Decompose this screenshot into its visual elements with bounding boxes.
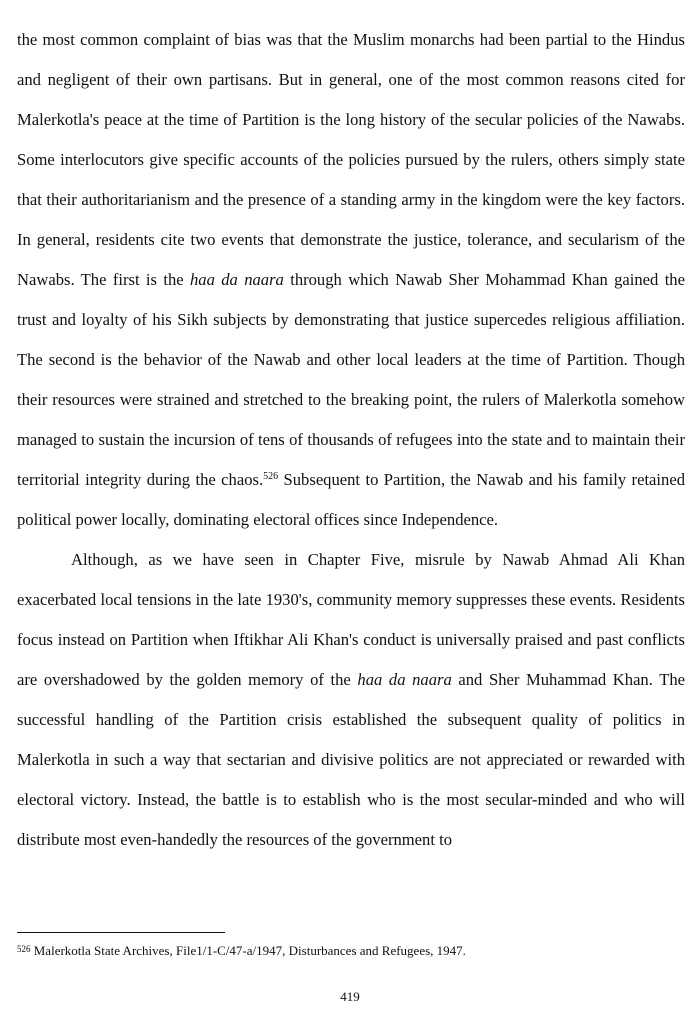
page-number: 419: [340, 989, 360, 1004]
paragraph-text: Although, as we have seen in Chapter Five, misrule by Nawab Ahmad Ali Khan exacerbated local tensions in the late 1930's, community memory suppresses these events. Residents focus instead on Partition when Iftikhar Ali Khan's conduct is universally praised and past conflicts are overshadowed by the golden memory of the: [17, 550, 685, 689]
paragraph-text: Subsequent to Partition, the Nawab and his family retained political power locally, dominating electoral offices since Independence.: [17, 470, 685, 529]
italic-term: haa da naara: [357, 670, 452, 689]
paragraph-text: the most common complaint of bias was that the Muslim monarchs had been partial to the Hindus and negligent of their own partisans. But in general, one of the most common reasons cited for Malerkotla's peace at the time of Partition is the long history of the secular policies of the Nawabs. Some interlocutors give specific accounts of the policies pursued by the rulers, others simply state that their authoritarianism and the presence of a standing army in the kingdom were the key factors. In general, residents cite two events that demonstrate the justice, tolerance, and secularism of the Nawabs. The first is the: [17, 30, 685, 289]
paragraph-text: and Sher Muhammad Khan. The successful handling of the Partition crisis established the subsequent quality of politics in Malerkotla in such a way that sectarian and divisive politics are not appreciated or rewarded with electoral victory. Instead, the battle is to establish who is the most secular-minded and who will distribute most even-handedly the resources of the government to: [17, 670, 685, 849]
footnote: [17, 942, 685, 960]
paragraph-text: through which Nawab Sher Mohammad Khan gained the trust and loyalty of his Sikh subjects by demonstrating that justice supercedes religious affiliation. The second is the behavior of the Nawab and other local leaders at the time of Partition. Though their resources were strained and stretched to the breaking point, the rulers of Malerkotla somehow managed to sustain the incursion of tens of thousands of refugees into the state and to maintain their territorial integrity during the chaos.: [17, 270, 685, 489]
paragraph: [17, 540, 685, 860]
paragraph: [17, 20, 685, 540]
footnote-reference: 526: [263, 471, 279, 482]
footnote-separator: [17, 932, 225, 933]
footnote-mark: 526: [17, 944, 31, 954]
italic-term: haa da naara: [189, 270, 284, 289]
body-text: [17, 20, 685, 860]
footnote-text: Malerkotla State Archives, File1/1-C/47-a/1947, Disturbances and Refugees, 1947.: [30, 943, 466, 958]
